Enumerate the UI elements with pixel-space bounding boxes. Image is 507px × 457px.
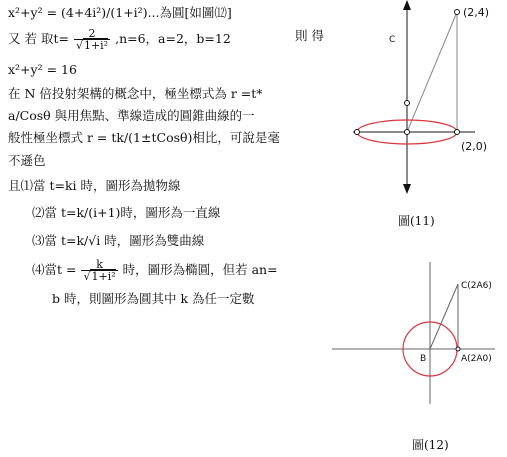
- fig11-y-arrow-top: [403, 0, 411, 10]
- fig11-point-left: [355, 130, 360, 135]
- fig11-point-mid: [405, 101, 410, 106]
- sqrt-sign: √: [75, 39, 83, 52]
- fig11-diagonal-line: [407, 12, 457, 132]
- condition-line-11: [32, 259, 278, 282]
- paragraph-line-4: 在 N 倍投射架構的概念中，極坐標式為 r =t*: [8, 86, 263, 101]
- fig12-point-a: [456, 347, 460, 351]
- fig11-label-c: C: [389, 35, 396, 45]
- line2-radicand: 1+i²: [83, 39, 109, 52]
- fig11-label-top: (2,4): [463, 6, 490, 19]
- paragraph-line-6: 般性極坐標式 r = tk/(1±tCosθ)相比，可說是毫: [8, 130, 280, 145]
- line2-prefix: 又 若 取t=: [8, 31, 69, 46]
- paragraph-line-7: 不遜色: [8, 153, 46, 168]
- sqrt-sign: √: [83, 270, 91, 283]
- line2-suffix: 則 得: [295, 28, 324, 43]
- formula-line-2: [8, 28, 328, 51]
- line10-suffix: i 時，圖形為雙曲線: [96, 233, 205, 248]
- fig12-label-c: C(2A6): [461, 281, 492, 291]
- condition-line-8: 且⑴當 t=ki 時，圖形為拋物線: [8, 178, 181, 193]
- condition-line-12: b 時，則圖形為圓其中 k 為任一定數: [52, 291, 255, 306]
- line2-denominator: [74, 39, 110, 51]
- line11-fraction: [81, 259, 117, 282]
- line11-suffix: 時，圖形為橢圓，但若 an=: [122, 262, 278, 277]
- line11-denominator: [81, 270, 117, 282]
- figure-12: [330, 262, 500, 432]
- line10-prefix: ⑶當 t=k/: [32, 233, 89, 248]
- condition-line-9: ⑵當 t=k/(i+1)時，圖形為一直線: [32, 205, 221, 220]
- fig12-diagonal-line: [430, 284, 458, 349]
- sqrt-sign: √: [88, 233, 97, 248]
- line2-params: ,n=6，a=2，b=12: [115, 31, 231, 46]
- fig11-y-arrow-bottom: [403, 184, 411, 194]
- paragraph-line-5: a/Cosθ 與用焦點、準線造成的圓錐曲線的一: [8, 108, 255, 123]
- fig12-label-b: B: [420, 354, 427, 364]
- figure-11: [345, 0, 505, 220]
- fig11-point-right: [455, 130, 460, 135]
- line2-numerator: 2: [88, 27, 96, 40]
- condition-line-10: [32, 233, 204, 248]
- line2-fraction: [74, 28, 110, 51]
- fig11-point-origin: [405, 130, 410, 135]
- fig11-caption: 圖(11): [398, 214, 435, 228]
- line11-numerator: k: [96, 258, 103, 271]
- formula-line-3: x²+y² = 16: [8, 62, 77, 77]
- fig11-label-right: (2,0): [461, 140, 488, 153]
- formula-line-1: x²+y² = (4+4i²)/(1+i²)...為圓[如圖⑿]: [8, 5, 232, 20]
- fig11-point-top: [455, 10, 460, 15]
- fig12-caption: 圖(12): [412, 438, 449, 452]
- line11-prefix: ⑷當t =: [32, 262, 77, 277]
- fig12-label-a: A(2A0): [461, 354, 492, 364]
- line11-radicand: 1+i²: [91, 270, 116, 283]
